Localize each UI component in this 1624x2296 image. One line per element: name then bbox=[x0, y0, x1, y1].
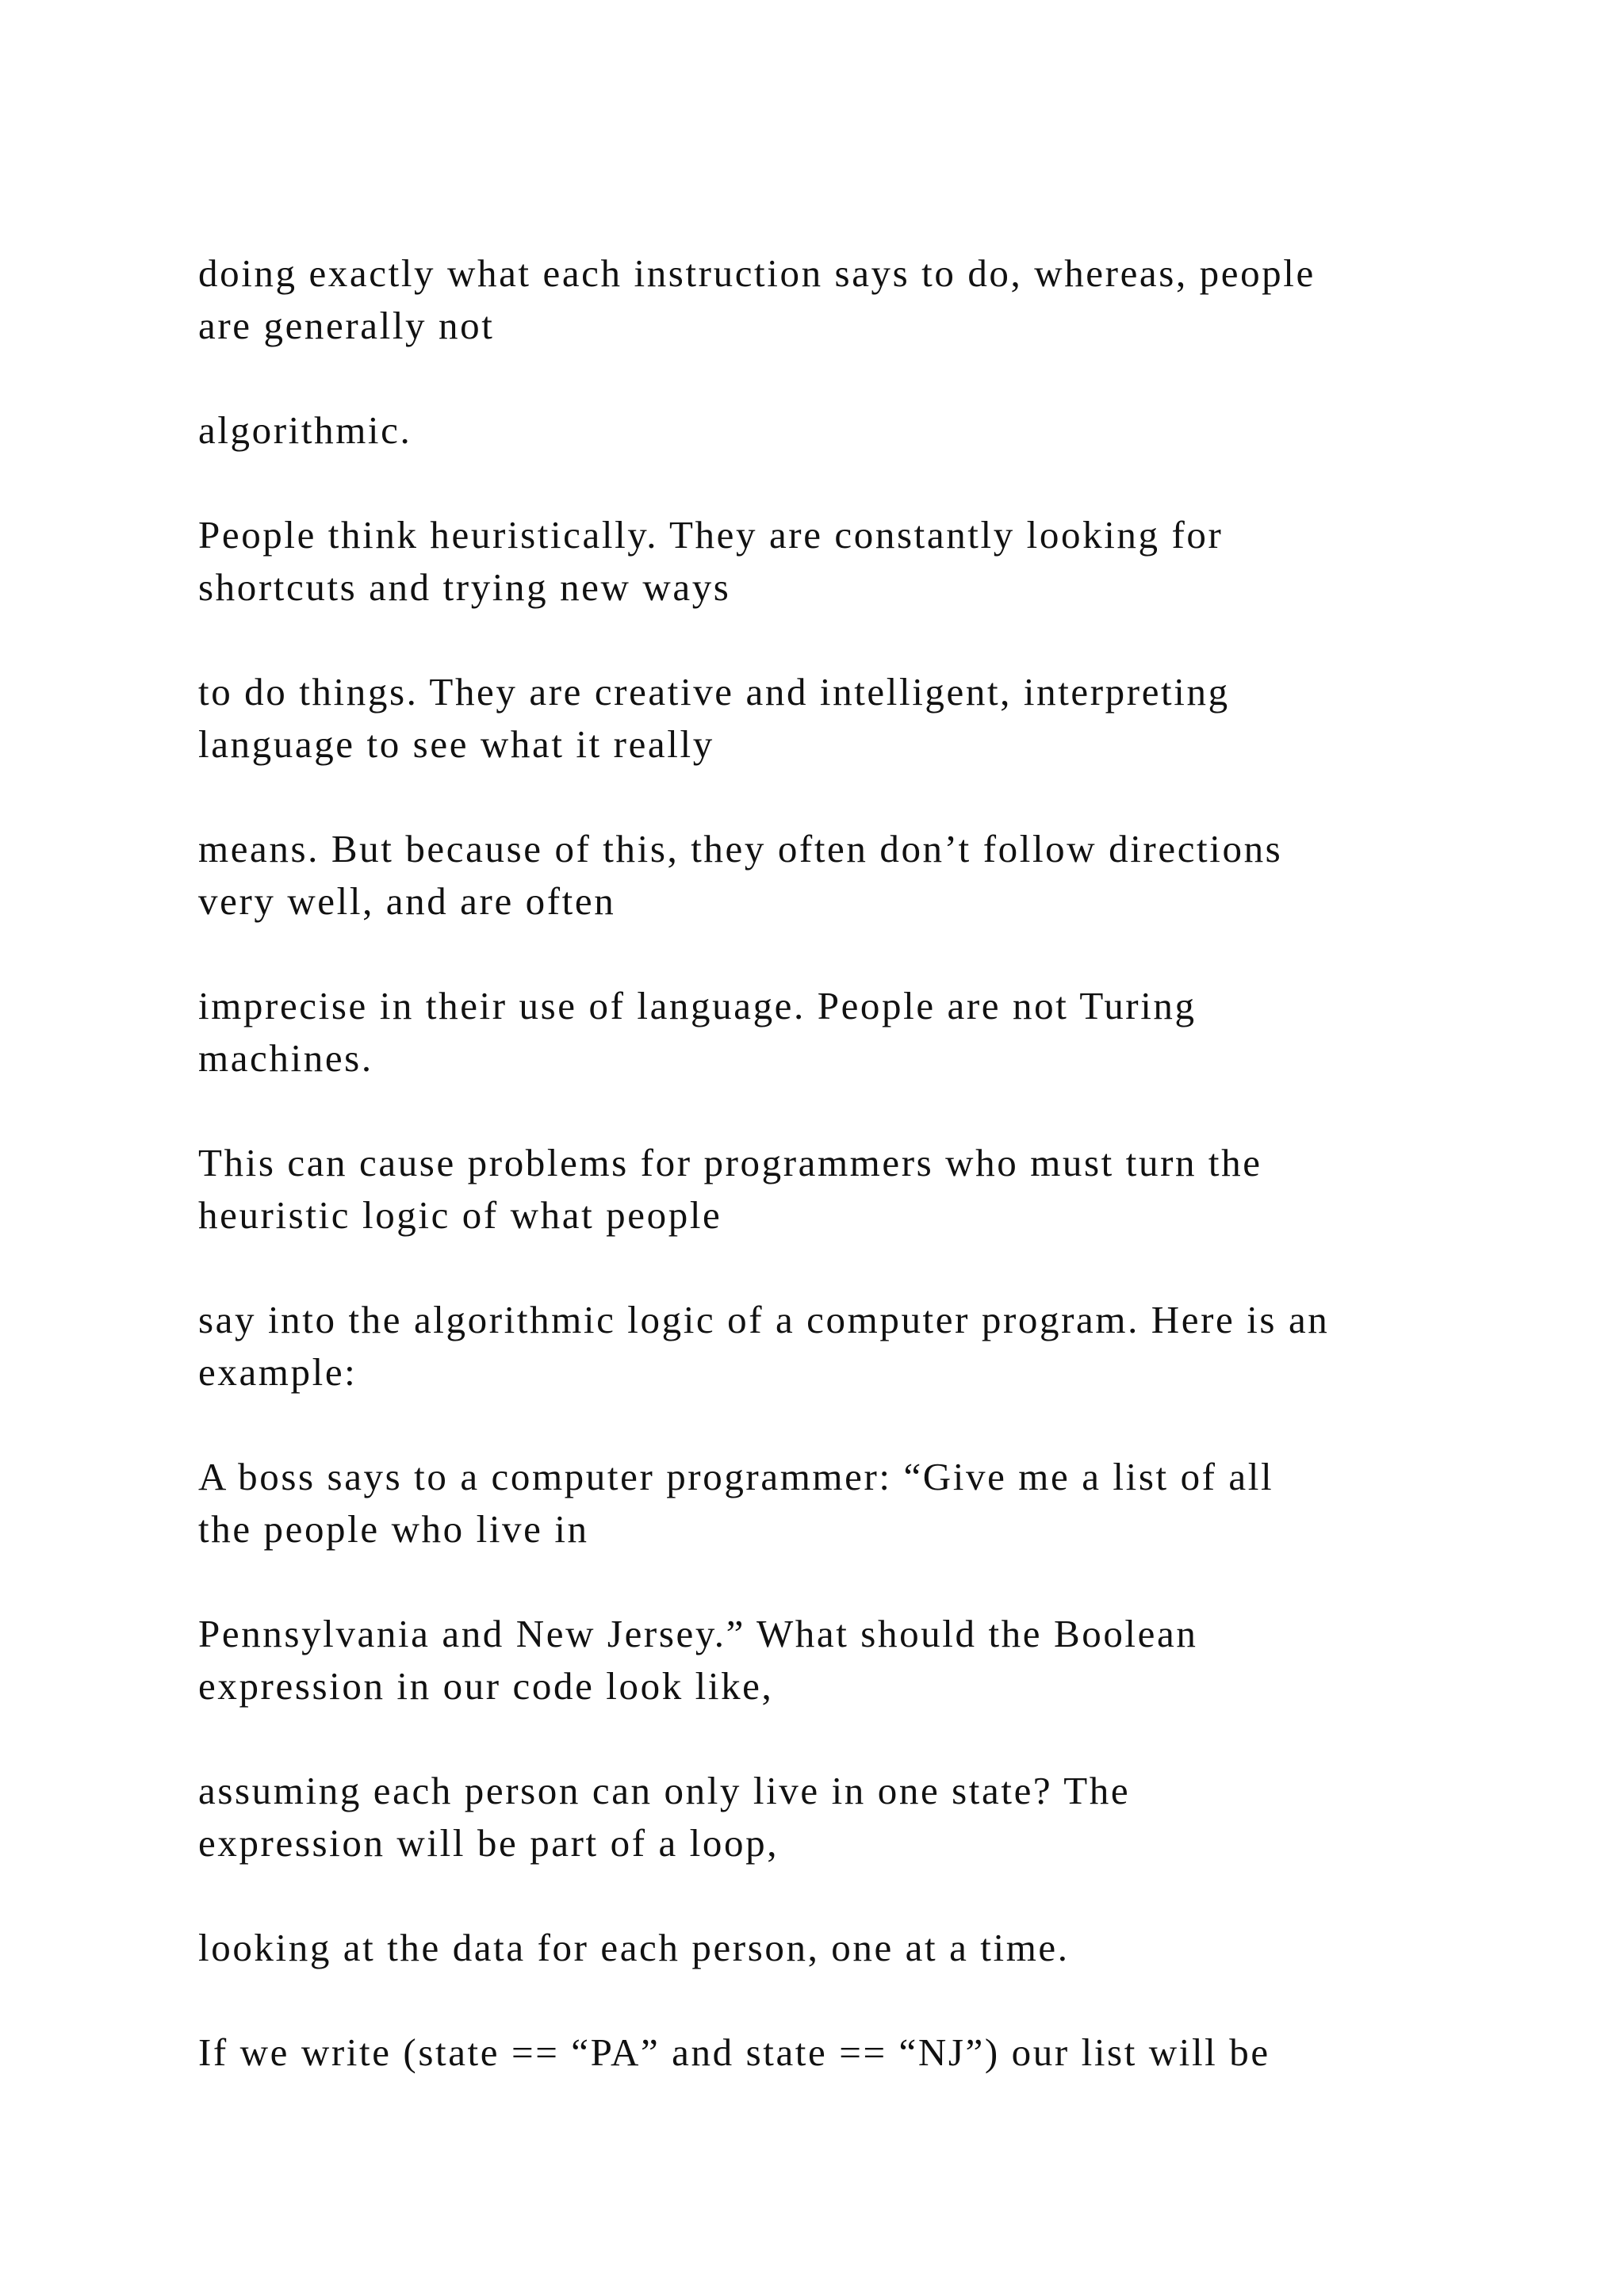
text-line: the people who live in bbox=[198, 1507, 589, 1551]
text-line: looking at the data for each person, one at a time. bbox=[198, 1926, 1070, 1969]
text-line: People think heuristically. They are constantly looking for bbox=[198, 513, 1224, 557]
paragraph bbox=[198, 1922, 1515, 1974]
paragraph bbox=[198, 1608, 1515, 1712]
text-line: machines. bbox=[198, 1036, 373, 1080]
text-line: expression in our code look like, bbox=[198, 1664, 774, 1708]
text-line: means. But because of this, they often don’t follow directions bbox=[198, 827, 1283, 871]
text-line: to do things. They are creative and intelligent, interpreting bbox=[198, 670, 1230, 714]
text-line: If we write (state == “PA” and state == “NJ”) our list will be bbox=[198, 2030, 1270, 2074]
body-text bbox=[198, 247, 1515, 2131]
paragraph bbox=[198, 1137, 1515, 1242]
paragraph bbox=[198, 1451, 1515, 1556]
paragraph bbox=[198, 247, 1515, 352]
text-line: very well, and are often bbox=[198, 879, 616, 923]
text-line: expression will be part of a loop, bbox=[198, 1821, 779, 1865]
paragraph bbox=[198, 980, 1515, 1085]
text-line: example: bbox=[198, 1350, 358, 1394]
text-line: are generally not bbox=[198, 304, 495, 347]
paragraph bbox=[198, 509, 1515, 614]
paragraph bbox=[198, 666, 1515, 771]
text-line: shortcuts and trying new ways bbox=[198, 565, 731, 609]
text-line: assuming each person can only live in one state? The bbox=[198, 1769, 1131, 1812]
text-line: algorithmic. bbox=[198, 408, 412, 452]
paragraph bbox=[198, 1294, 1515, 1399]
text-line: heuristic logic of what people bbox=[198, 1193, 722, 1237]
text-line: This can cause problems for programmers who must turn the bbox=[198, 1141, 1262, 1184]
text-line: doing exactly what each instruction says to do, whereas, people bbox=[198, 251, 1316, 295]
paragraph bbox=[198, 404, 1515, 457]
text-line: language to see what it really bbox=[198, 722, 714, 766]
text-line: imprecise in their use of language. People are not Turing bbox=[198, 984, 1197, 1027]
text-line: say into the algorithmic logic of a computer program. Here is an bbox=[198, 1298, 1330, 1341]
text-line: A boss says to a computer programmer: “Give me a list of all bbox=[198, 1455, 1274, 1498]
paragraph bbox=[198, 2026, 1515, 2079]
text-line: Pennsylvania and New Jersey.” What should the Boolean bbox=[198, 1612, 1198, 1655]
paragraph bbox=[198, 1765, 1515, 1869]
paragraph bbox=[198, 823, 1515, 928]
